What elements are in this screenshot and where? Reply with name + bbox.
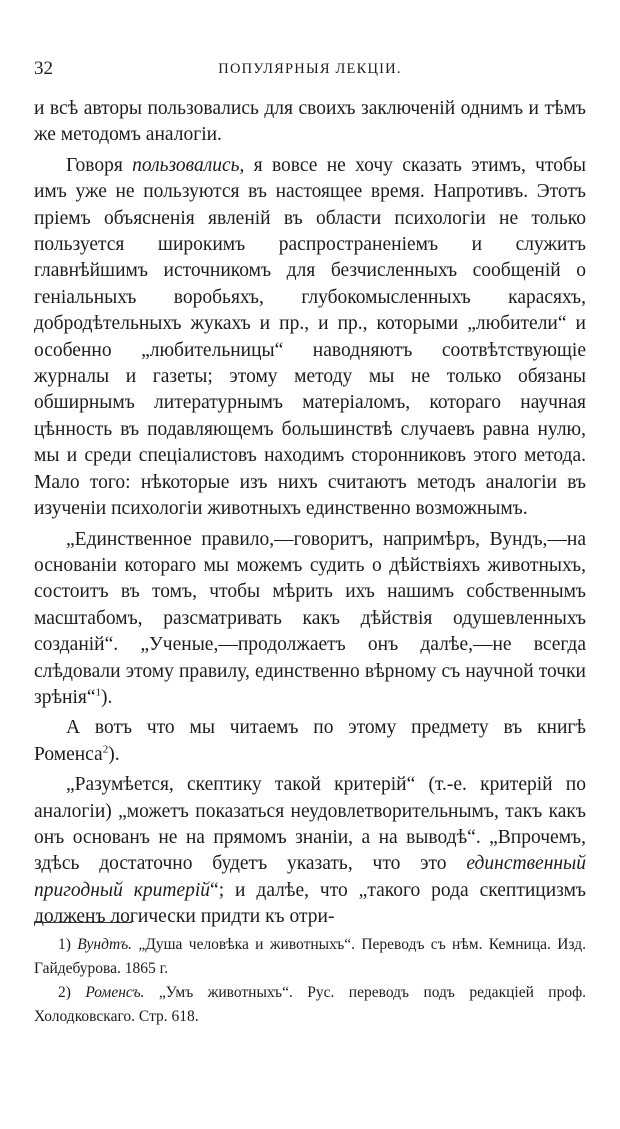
paragraph-text: я вовсе не хочу сказать этимъ, чтобы имъ уже не пользуются въ настоящее время. Напротивъ. Этотъ прiемъ объясненiя явленiй въ области психологiи не только пользуется широкимъ распространенiемъ и служитъ главнѣйшимъ источникомъ для безчисленныхъ сообщенiй о генiальныхъ воробьяхъ, глубокомысленныхъ карасяхъ, добродѣтельныхъ жукахъ и пр., и пр., которыми „любители“ и особенно „любительницы“ наводняютъ соотвѣтствующiе журналы и газеты; этому методу мы не только обязаны обширнымъ литературнымъ матерiаломъ, котораго научная цѣнность въ подавляющемъ большинствѣ случаевъ равна нулю, мы и среди спецiалистовъ находимъ сторонниковъ этого метода. Мало того: нѣкоторые изъ нихъ считаютъ методъ аналогiи въ изученiи психологiи животныхъ единственно возможнымъ. [34, 154, 587, 520]
footnotes [34, 933, 586, 1029]
emphasis: единственный пригодный критерiй [34, 853, 586, 901]
footnote-text: „Умъ животныхъ“. Рус. переводъ подъ редакцiей проф. Холодковскаго. Стр. 618. [34, 984, 587, 1025]
paragraph-text: „Единственное правило,—говоритъ, напримѣръ, Вундъ,—на основанiи котораго мы можемъ судить о дѣйствiяхъ животныхъ, состоитъ въ томъ, чтобы мѣрить ихъ нашимъ собственнымъ масштабомъ, разсматривать какъ дѣйствiя одушевленныхъ созданiй“. „Ученые,—продолжаетъ онъ далѣе,—не всегда слѣдовали этому правилу, единственно вѣрному съ научной точки зрѣнiя“ [34, 528, 586, 708]
footnote-author: Вундтъ. [77, 936, 133, 953]
paragraph-lead: Говоря [66, 154, 133, 176]
paragraph-text: А вотъ что мы читаемъ по этому предмету въ книгѣ Роменса [34, 717, 586, 765]
paragraph-5 [34, 772, 586, 930]
footnote-author: Роменсъ. [85, 984, 145, 1001]
footnote-text: „Душа человѣка и животныхъ“. Переводъ съ нѣм. Кемница. Изд. Гайдебурова. 1865 г. [34, 936, 587, 977]
paragraph-1 [34, 96, 586, 149]
paragraph-tail: ). [108, 743, 120, 765]
footnote-2 [34, 981, 586, 1029]
footnote-ref: 1 [95, 686, 102, 699]
paragraph-text: и всѣ авторы пользовались для своихъ заключенiй однимъ и тѣмъ же методомъ аналогiи. [34, 98, 586, 146]
paragraph-tail: “; и далѣе, что „такого рода скептицизмъ долженъ логически придти къ отри- [34, 879, 586, 928]
footnote-mark: 2) [58, 984, 71, 1001]
body-text [34, 96, 586, 931]
footnote-1 [34, 933, 586, 981]
emphasis: пользовались, [132, 154, 245, 176]
paragraph-2 [34, 153, 586, 523]
paragraph-text: „Разумѣется, скептику такой критерiй“ (т.-е. критерiй по аналогiи) „можетъ показаться неудовлетворительнымъ, такъ какъ онъ основанъ не на прямомъ знанiи, а на выводѣ“. „Впрочемъ, здѣсь достаточно будетъ указать, что это [34, 774, 586, 875]
page-header [34, 58, 586, 84]
running-head: ПОПУЛЯРНЫЯ ЛЕКЦIИ. [218, 61, 402, 77]
paragraph-4 [34, 715, 586, 768]
paragraph-3 [34, 527, 586, 712]
page-number: 32 [34, 58, 53, 79]
footnote-divider [34, 922, 132, 923]
paragraph-tail: ). [101, 686, 113, 708]
footnote-ref: 2 [102, 743, 109, 756]
footnote-mark: 1) [58, 936, 71, 953]
